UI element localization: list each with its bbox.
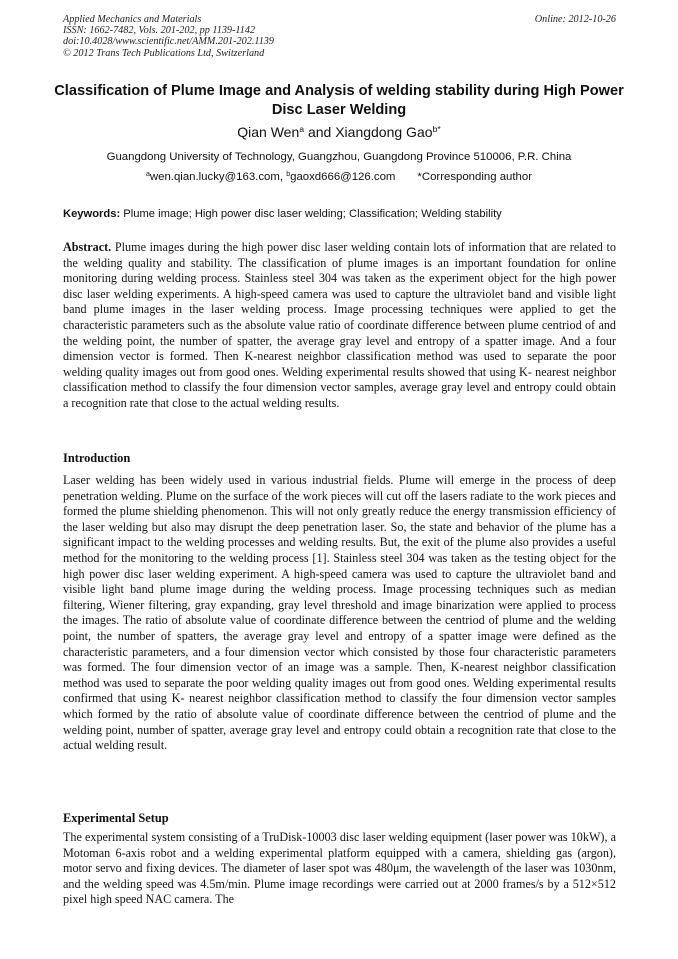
email-1-mark: a [145, 171, 150, 179]
author-conjunction: and [304, 124, 336, 140]
introduction-paragraph: Laser welding has been widely used in various industrial fields. Plume will emerge in the process of deep penetration welding. Plume on the surface of the work pieces will cut off the lasers radiate to the work pieces and formed the plume shielding phenomenon. This will not only greatly reduce the energy transmission efficiency of the laser welding but also may disrupt the deep penetration laser. So, the state and behavior of the plume has a significant impact to the welding processes and welding results. But, the exit of the plume also provides a useful method for the monitoring to the welding process [1]. Stainless steel 304 was taken as the testing object for the high power disc laser welding experiment. A high-speed camera was used to capture the ultraviolet band and visible light band plume image during the welding process. Image processing techniques such as median filtering, Wiener filtering, gray expanding, gray level threshold and image binarization were applied to process the images. The ratio of absolute value of coordinate difference between the centriod of plume and the welding point, the number of spatters, the average gray level and entropy of a spatter image were defined as the characteristic parameters, and a four dimension vector which consisted by those four characteristic parameters was formed. The four dimension vector of an image was a sample. Then, K-nearest neighbor classification method was used to separate the poor welding quality images out from good ones. Welding experimental results confirmed that using K- nearest neighbor classification method to classify the four dimension vector samples which formed by the ratio of absolute value of coordinate difference between the centriod of plume and the welding point, number of spatter, average gray level and entropy could obtain a recognition rate that close to the actual welding result. [63, 473, 616, 753]
keywords-label: Keywords: [63, 208, 121, 220]
author-1-affil-mark: a [299, 124, 305, 135]
online-date: Online: 2012-10-26 [534, 14, 616, 25]
paper-title: Classification of Plume Image and Analysis of welding stability during High Power Disc Laser Welding [54, 83, 624, 118]
author-2-affil-mark: b* [432, 124, 441, 135]
abstract-text: Plume images during the high power disc laser welding contain lots of information that are related to the welding quality and stability. The classification of plume images is an important foundation for online monitoring during welding process. Stainless steel 304 was taken as the experiment object for the high power disc laser welding experiments. A high-speed camera was used to capture the ultraviolet band and visible light band plume images in the laser welding process. Image processing techniques were applied to get the characteristic parameters such as the absolute value ratio of coordinate difference between plume centriod of and the welding point, the number of spatter, the average gray level and entropy of a spatter image. And a four dimension vector is formed. Then K-nearest neighbor classification method was used to separate the poor welding quality images out from good ones. Welding experimental results showed that using K- nearest neighbor classification method to classify the four dimension vector samples, average gray level and entropy could obtain a recognition rate that close to the actual welding results. [63, 240, 616, 410]
email-2-mark: b [286, 171, 291, 179]
abstract-label: Abstract. [63, 240, 112, 254]
journal-header [63, 14, 616, 59]
experimental-setup-paragraph: The experimental system consisting of a TruDisk-10003 disc laser welding equipment (laser power was 10kW), a Motoman 6-axis robot and a welding experimental platform equipped with a camera, shielding gas (argon), motor servo and fixing devices. The diameter of laser spot was 480μm, the wavelength of the laser was 1030nm, and the welding speed was 4.5m/min. Plume image recordings were carried out at 2000 frames/s by a 512×512 pixel high speed NAC camera. The [63, 830, 616, 907]
corresponding-note: *Corresponding author [417, 171, 533, 183]
copyright-line: © 2012 Trans Tech Publications Ltd, Switzerland [63, 47, 265, 59]
journal-name: Applied Mechanics and Materials [63, 14, 202, 25]
doi-line: doi:10.4028/www.scientific.net/AMM.201-202.1139 [63, 36, 274, 48]
author-line [40, 124, 638, 141]
email-1[interactable]: wen.qian.lucky@163.com, [149, 171, 287, 183]
author-2: Xiangdong Gao [335, 124, 433, 140]
introduction-heading: Introduction [63, 451, 131, 465]
affiliation: Guangdong University of Technology, Guangzhou, Guangdong Province 510006, P.R. China [106, 151, 572, 163]
email-line [40, 170, 638, 184]
email-2[interactable]: gaoxd666@126.com [290, 171, 396, 183]
abstract [63, 240, 616, 412]
experimental-setup-heading: Experimental Setup [63, 811, 169, 825]
issn-line: ISSN: 1662-7482, Vols. 201-202, pp 1139-1142 [63, 25, 256, 37]
keywords-text: Plume image; High power disc laser welding; Classification; Welding stability [120, 208, 502, 220]
keywords [63, 207, 616, 221]
author-1: Qian Wen [237, 124, 300, 140]
